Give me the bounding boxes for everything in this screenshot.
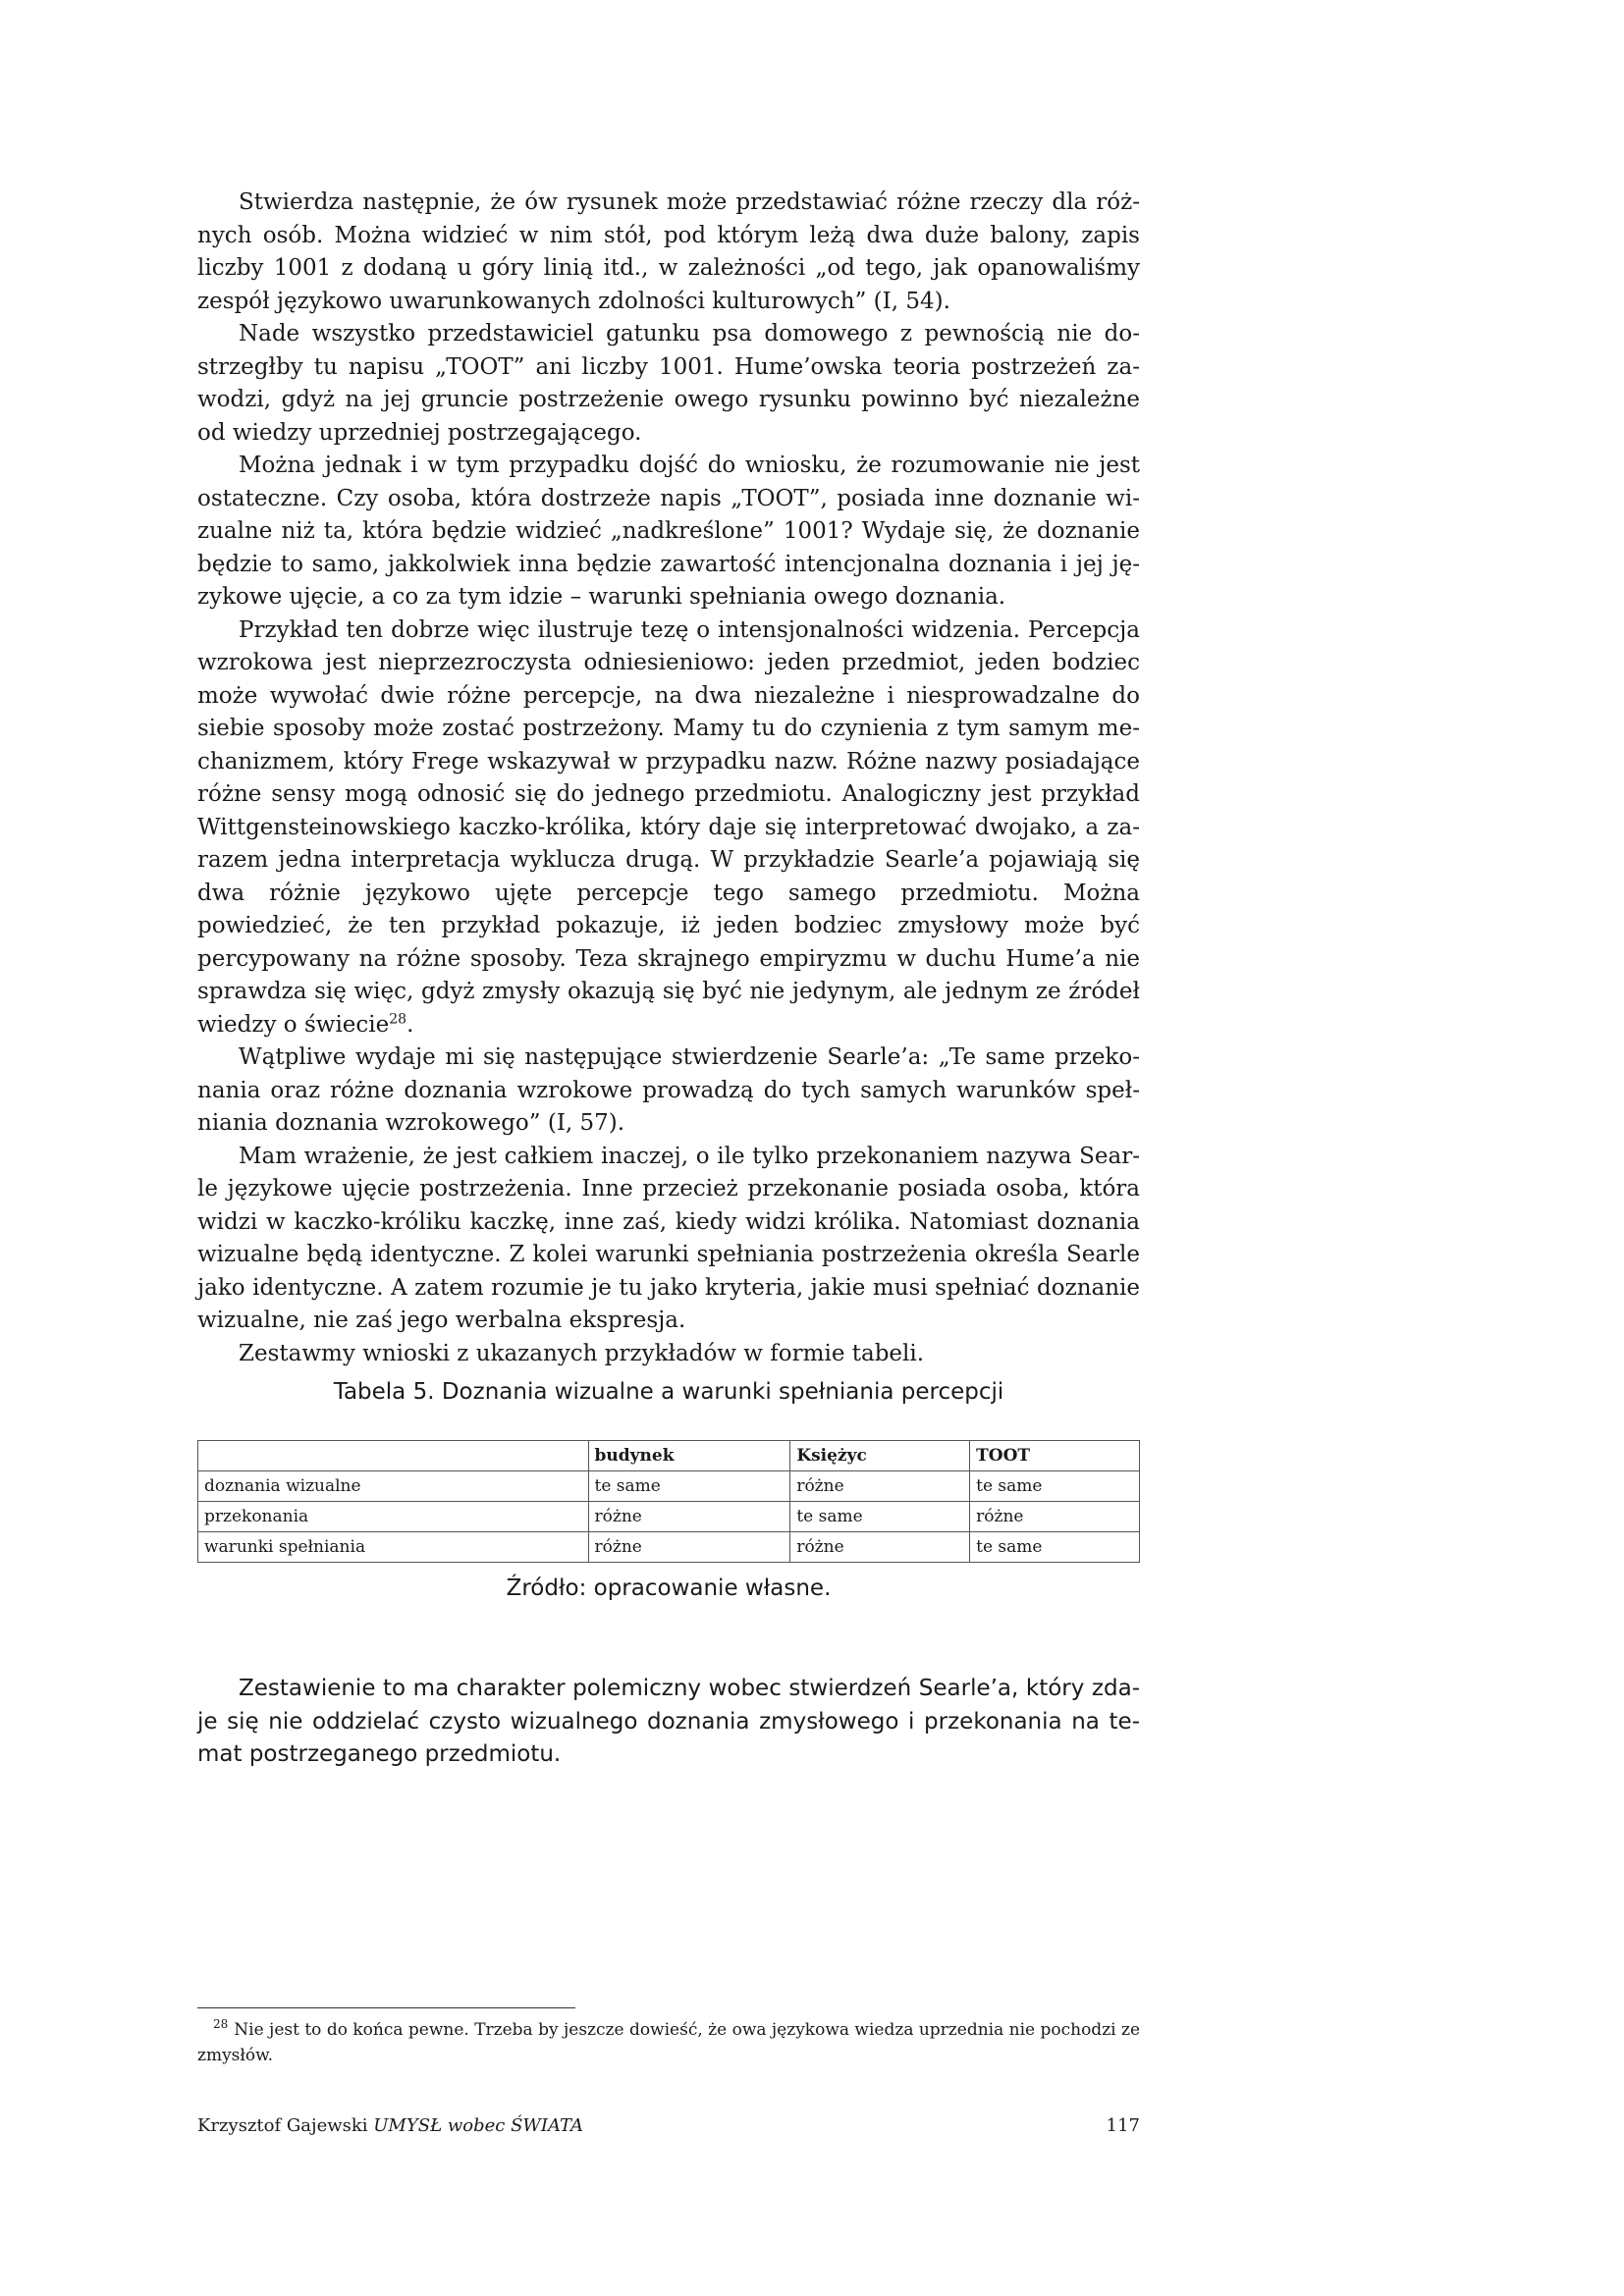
footnote-number: 28: [213, 2017, 229, 2032]
table-header-cell: TOOT: [970, 1441, 1140, 1471]
footer-author: Krzysztof Gajewski: [197, 2115, 368, 2136]
comparison-table: [197, 1440, 1140, 1563]
paragraph: [197, 614, 1140, 1042]
paragraph: Stwierdza następnie, że ów rysunek może przedstawiać różne rzeczy dla różnych osób. Można widzieć w nim stół, pod którym leżą dwa duże balony, zapis liczby 1001 z dodaną u góry linią itd., w zależności „od tego, jak opanowaliśmy zespół językowo uwarunkowanych zdolności kulturowych” (I, 54).: [197, 189, 1140, 314]
table-cell: te same: [790, 1502, 970, 1532]
table-cell: różne: [970, 1502, 1140, 1532]
closing-text: [197, 1673, 1140, 1772]
table-cell: różne: [588, 1502, 790, 1532]
table-header-cell: Księżyc: [790, 1441, 970, 1471]
footnote-text: Nie jest to do końca pewne. Trzeba by jeszcze dowieść, że owa językowa wiedza uprzednia nie pochodzi ze zmysłów.: [197, 2020, 1141, 2065]
table-cell: różne: [790, 1532, 970, 1563]
table-cell: warunki spełniania: [198, 1532, 589, 1563]
footnote-reference[interactable]: 28: [389, 1010, 407, 1027]
table-row: [198, 1532, 1140, 1563]
table-header-row: [198, 1441, 1140, 1471]
table-source: Źródło: opracowanie własne.: [506, 1575, 832, 1601]
table-header-cell: [198, 1441, 589, 1471]
page-number: 117: [1106, 2115, 1140, 2136]
table-cell: te same: [588, 1471, 790, 1502]
footnote-divider: [197, 2007, 575, 2008]
paragraph: Mam wrażenie, że jest całkiem inaczej, o ile tylko przekonaniem nazywa Searle językowe ujęcie postrzeżenia. Inne przecież przekonanie posiada osoba, która widzi w kaczko-króliku kaczkę, inne zaś, kiedy widzi królika. Natomiast doznania wizualne będą identyczne. Z kolei warunki spełniania postrzeżenia określa Searle jako identyczne. A zatem rozumie je tu jako kryteria, jakie musi spełniać doznanie wizualne, nie zaś jego werbalna ekspresja.: [197, 1143, 1140, 1333]
page-footer: [197, 2115, 1140, 2136]
table-cell: te same: [970, 1532, 1140, 1563]
table-header-cell: budynek: [588, 1441, 790, 1471]
table-cell: różne: [588, 1532, 790, 1563]
table-row: [198, 1502, 1140, 1532]
footer-book-title: UMYSŁ wobec ŚWIATA: [373, 2115, 584, 2136]
table-cell: różne: [790, 1471, 970, 1502]
paragraph: Nade wszystko przedstawiciel gatunku psa domowego z pewnością nie dostrzegłby tu napisu „TOOT” ani liczby 1001. Hume’owska teoria postrzeżeń zawodzi, gdyż na jej gruncie postrzeżenie owego rysunku powinno być niezależne od wiedzy uprzedniej postrzegającego.: [197, 321, 1140, 446]
paragraph-text: Przykład ten dobrze więc ilustruje tezę o intensjonalności widzenia. Percepcja wzrokowa jest nieprzezroczysta odniesieniowo: jeden przedmiot, jeden bodziec może wywołać dwie różne percepcje, na dwa niezależne i niesprowadzalne do siebie sposoby może zostać postrzeżony. Mamy tu do czynienia z tym samym mechanizmem, który Frege wskazywał w przypadku nazw. Różne nazwy posiadające różne sensy mogą odnosić się do jednego przedmiotu. Analogiczny jest przykład Wittgensteinowskiego kaczko-królika, który daje się interpretować dwojako, a zarazem jedna interpretacja wyklucza drugą. W przykładzie Searle’a pojawiają się dwa różnie językowo ujęte percepcje tego samego przedmiotu. Można powiedzieć, że ten przykład pokazuje, iż jeden bodziec zmysłowy może być percypowany na różne sposoby. Teza skrajnego empiryzmu w duchu Hume’a nie sprawdza się więc, gdyż zmysły okazują się być nie jedynym, ale jednym ze źródeł wiedzy o świecie: [197, 616, 1140, 1038]
main-text: [197, 187, 1140, 1370]
table-cell: przekonania: [198, 1502, 589, 1532]
paragraph: Można jednak i w tym przypadku dojść do wniosku, że rozumowanie nie jest ostateczne. Czy osoba, która dostrzeże napis „TOOT”, posiada inne doznanie wizualne niż ta, która będzie widzieć „nadkreślone” 1001? Wydaje się, że doznanie będzie to samo, jakkolwiek inna będzie zawartość intencjonalna doznania i jej językowe ujęcie, a co za tym idzie – warunki spełniania owego doznania.: [197, 453, 1140, 610]
footnote: [197, 2017, 1140, 2068]
paragraph-tail: .: [406, 1011, 414, 1038]
table-cell: te same: [970, 1471, 1140, 1502]
paragraph: Zestawienie to ma charakter polemiczny wobec stwierdzeń Searle’a, który zdaje się nie oddzielać czysto wizualnego doznania zmysłowego i przekonania na temat postrzeganego przedmiotu.: [197, 1676, 1140, 1767]
paragraph: Zestawmy wnioski z ukazanych przykładów w formie tabeli.: [239, 1340, 925, 1366]
table-row: [198, 1471, 1140, 1502]
table-caption: Tabela 5. Doznania wizualne a warunki spełniania percepcji: [333, 1379, 1004, 1405]
paragraph: Wątpliwe wydaje mi się następujące stwierdzenie Searle’a: „Te same przekonania oraz różne doznania wzrokowe prowadzą do tych samych warunków spełniania doznania wzrokowego” (I, 57).: [197, 1044, 1140, 1136]
table-cell: doznania wizualne: [198, 1471, 589, 1502]
